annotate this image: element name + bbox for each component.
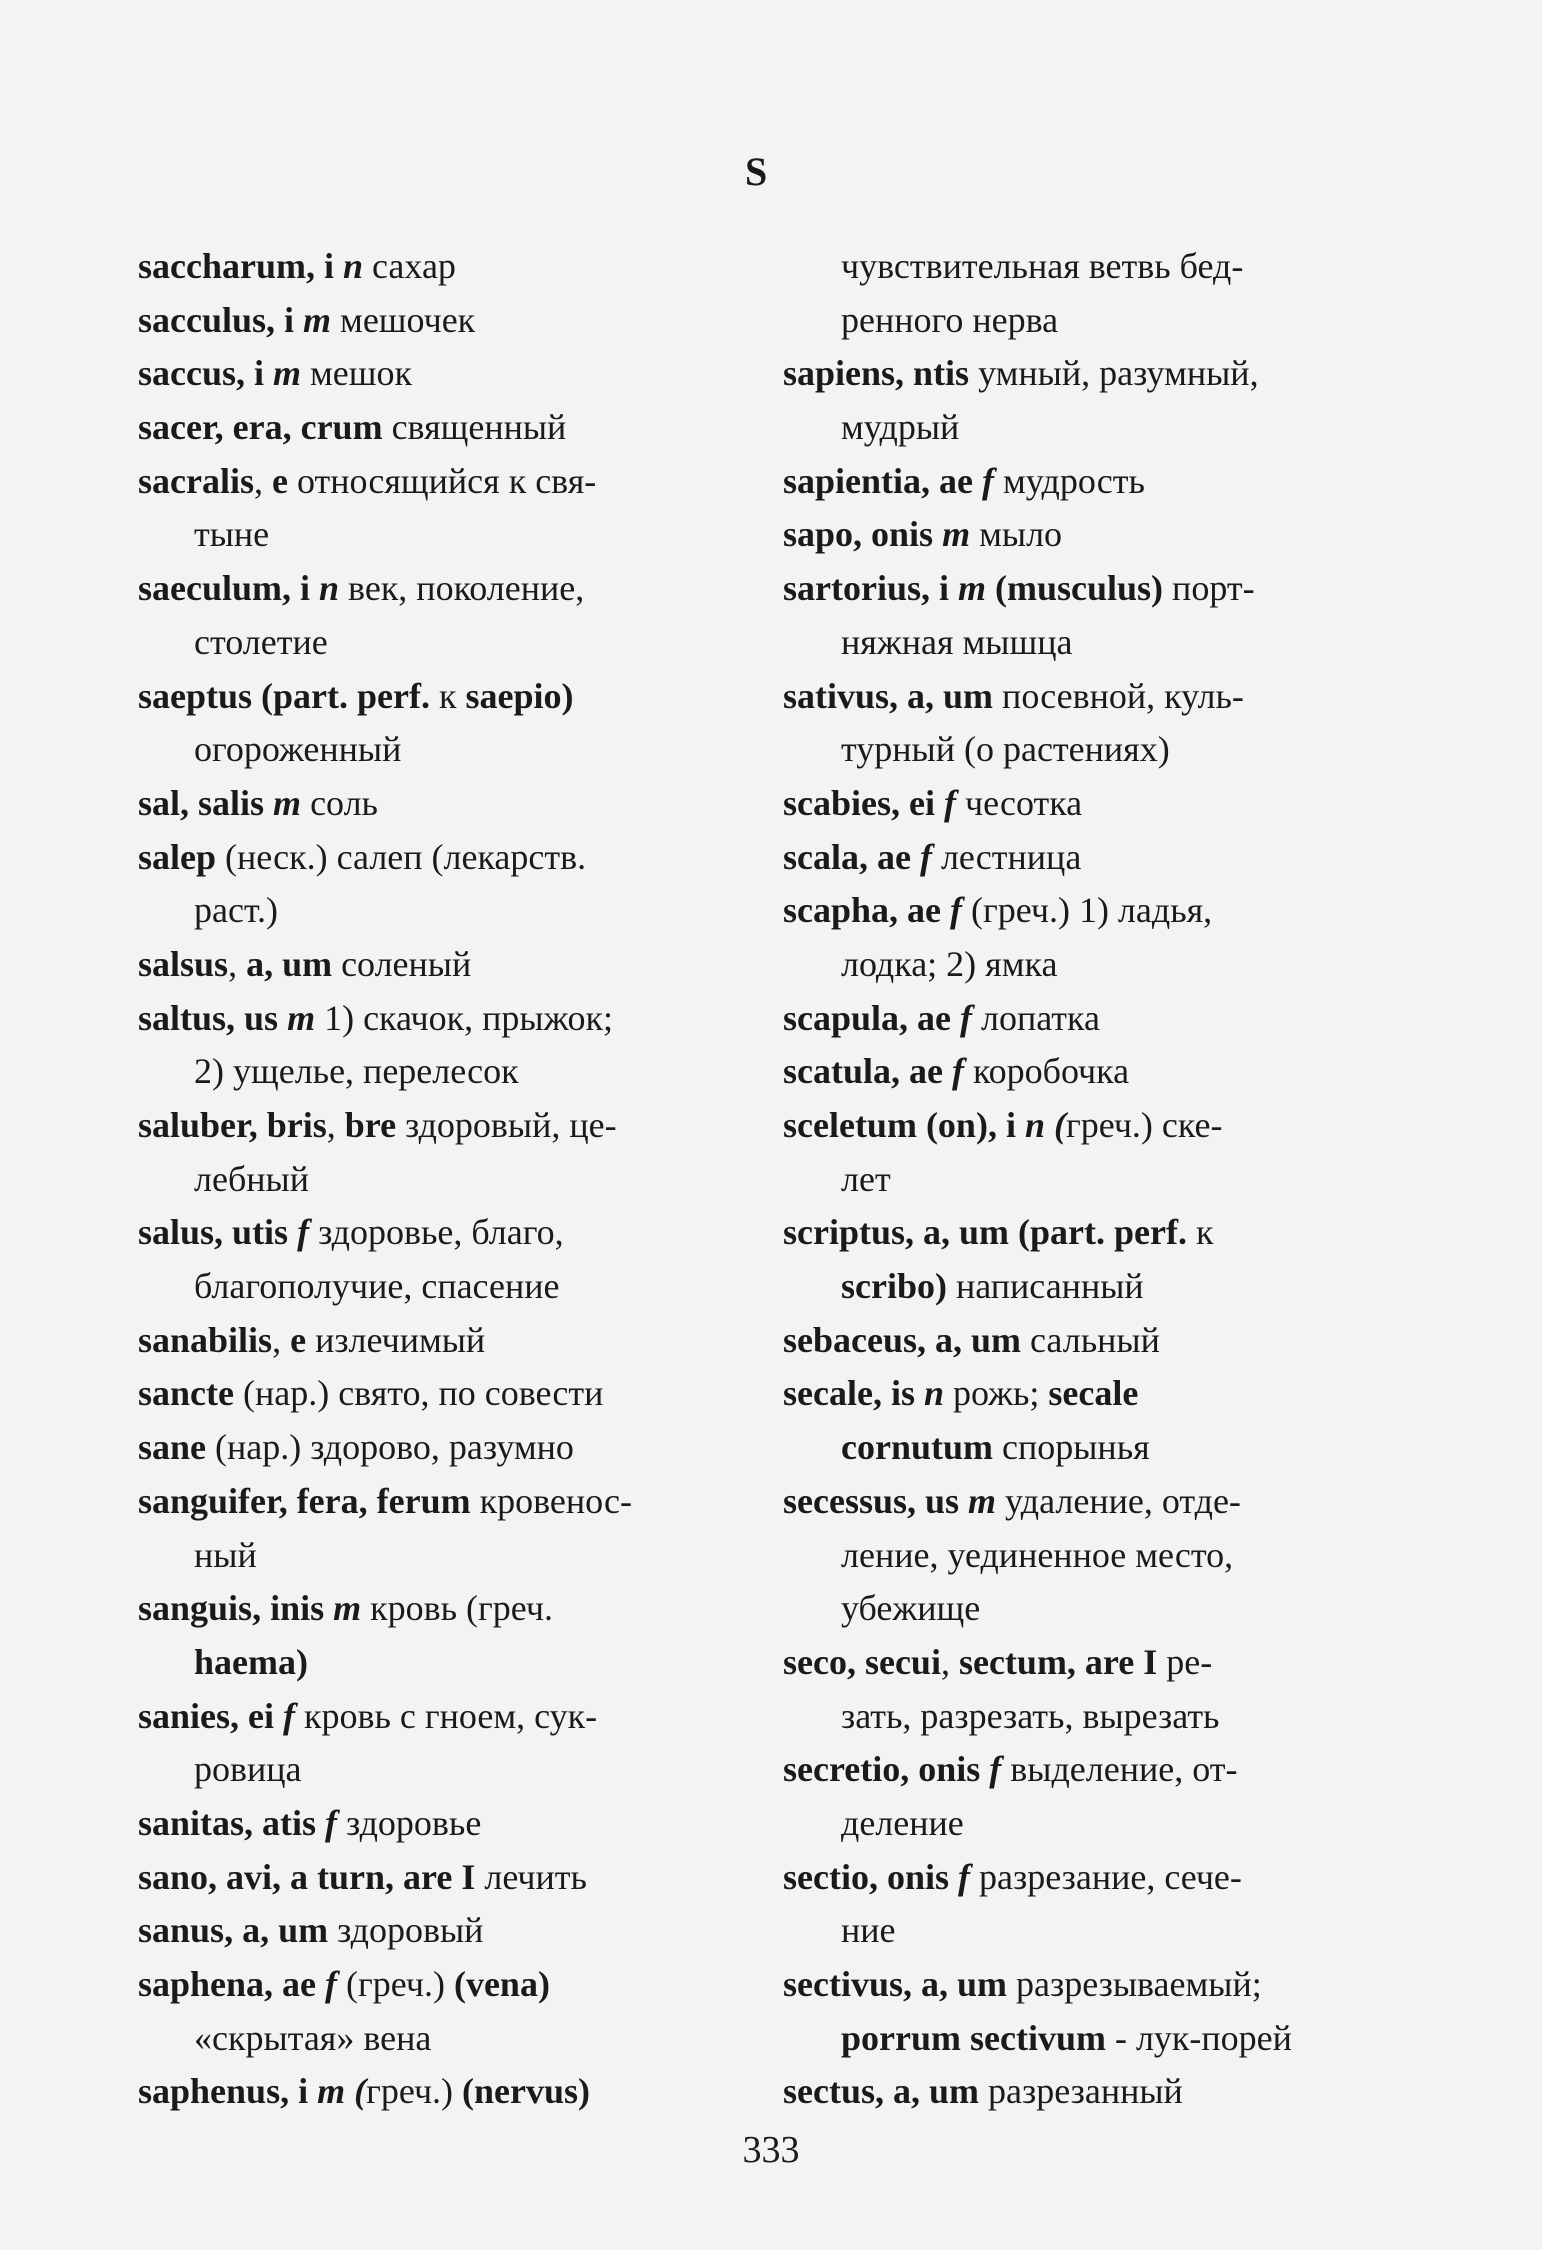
- dictionary-line: «скрытая» вена: [194, 2017, 432, 2058]
- dictionary-line: porrum sectivum - лук-порей: [841, 2017, 1292, 2058]
- dictionary-line: sanabilis, e излечимый: [138, 1319, 486, 1360]
- dictionary-line: sceletum (on), i n (греч.) ске-: [783, 1105, 1223, 1145]
- dictionary-line: sacer, era, crum священный: [138, 407, 567, 448]
- dictionary-line: secale, is n рожь; secale: [783, 1373, 1139, 1414]
- dictionary-line: scala, ae f лестница: [783, 836, 1082, 877]
- right-column: [783, 240, 1383, 2119]
- dictionary-line: раст.): [194, 890, 278, 931]
- dictionary-line: scabies, ei f чесотка: [783, 782, 1083, 823]
- dictionary-line: 2) ущелье, перелесок: [194, 1051, 519, 1092]
- dictionary-line: saluber, bris, bre здоровый, це-: [138, 1105, 617, 1145]
- dictionary-line: scatula, ae f коробочка: [783, 1051, 1130, 1092]
- dictionary-line: лодка; 2) ямка: [841, 943, 1058, 984]
- dictionary-line: scapula, ae f лопатка: [783, 997, 1100, 1038]
- left-column: [138, 240, 728, 2119]
- dictionary-line: saeculum, i n век, поколение,: [138, 568, 585, 609]
- dictionary-line: лебный: [194, 1158, 309, 1199]
- dictionary-line: ный: [194, 1534, 257, 1575]
- dictionary-line: sartorius, i m (musculus) порт-: [783, 568, 1255, 609]
- dictionary-line: огороженный: [194, 729, 402, 770]
- dictionary-line: cornutum спорынья: [841, 1427, 1150, 1468]
- dictionary-line: столетие: [194, 621, 328, 662]
- page-number: 333: [742, 2129, 800, 2171]
- dictionary-line: sane (нар.) здорово, разумно: [138, 1427, 574, 1468]
- dictionary-line: чувствительная ветвь бед-: [841, 246, 1244, 286]
- dictionary-line: убежище: [841, 1588, 981, 1629]
- dictionary-line: лет: [841, 1158, 891, 1199]
- dictionary-line: деление: [841, 1802, 964, 1843]
- dictionary-line: saltus, us m 1) скачок, прыжок;: [138, 997, 614, 1038]
- dictionary-line: благополучие, спасение: [194, 1266, 560, 1307]
- dictionary-line: saccharum, i n сахар: [138, 246, 456, 286]
- dictionary-line: sapiens, ntis умный, разумный,: [783, 353, 1259, 394]
- dictionary-line: salsus, a, um соленый: [138, 943, 472, 984]
- dictionary-line: sectivus, a, um разрезываемый;: [783, 1964, 1262, 2004]
- dictionary-line: sectio, onis f разрезание, сече-: [783, 1856, 1242, 1897]
- dictionary-line: sal, salis m соль: [138, 782, 378, 823]
- dictionary-line: scapha, ae f (греч.) 1) ладья,: [783, 890, 1213, 931]
- dictionary-line: saeptus (part. perf. к saepio): [138, 675, 574, 716]
- bleed-through: [560, 190, 569, 228]
- dictionary-line: seco, secui, sectum, are I ре-: [783, 1641, 1213, 1682]
- dictionary-line: ление, уединенное место,: [841, 1534, 1234, 1575]
- dictionary-line: sebaceus, a, um сальный: [783, 1319, 1160, 1360]
- section-letter: S: [745, 149, 768, 194]
- dictionary-line: sacculus, i m мешочек: [138, 299, 476, 340]
- dictionary-line: sanguifer, fera, ferum кровенос-: [138, 1480, 632, 1521]
- dictionary-line: sacralis, e относящийся к свя-: [138, 460, 597, 501]
- dictionary-line: sectus, a, um разрезанный: [783, 2071, 1183, 2112]
- dictionary-line: ровица: [194, 1749, 302, 1790]
- dictionary-line: sapientia, ae f мудрость: [783, 460, 1145, 501]
- dictionary-line: sativus, a, um посевной, куль-: [783, 675, 1244, 716]
- dictionary-line: scriptus, a, um (part. perf. к: [783, 1212, 1214, 1253]
- dictionary-line: saphenus, i m (греч.) (nervus): [138, 2071, 591, 2112]
- dictionary-line: sanitas, atis f здоровье: [138, 1802, 482, 1843]
- dictionary-line: sanguis, inis m кровь (греч.: [138, 1588, 553, 1629]
- dictionary-line: зать, разрезать, вырезать: [841, 1695, 1220, 1736]
- dictionary-line: турный (о растениях): [841, 729, 1170, 770]
- dictionary-line: salep (неск.) салеп (лекарств.: [138, 836, 587, 877]
- dictionary-line: sano, avi, a turn, are I лечить: [138, 1856, 587, 1897]
- dictionary-line: secretio, onis f выделение, от-: [783, 1749, 1238, 1790]
- dictionary-line: няжная мышца: [841, 621, 1073, 662]
- dictionary-line: scribo) написанный: [841, 1266, 1144, 1307]
- dictionary-line: ние: [841, 1910, 896, 1951]
- dictionary-line: тыне: [194, 514, 270, 555]
- dictionary-line: salus, utis f здоровье, благо,: [138, 1212, 564, 1253]
- dictionary-line: мудрый: [841, 407, 960, 448]
- dictionary-line: saphena, ae f (греч.) (vena): [138, 1964, 550, 2004]
- dictionary-line: sancte (нар.) свято, по совести: [138, 1373, 604, 1414]
- dictionary-line: sanus, a, um здоровый: [138, 1910, 484, 1951]
- dictionary-line: haema): [194, 1641, 308, 1682]
- dictionary-line: sapo, onis m мыло: [783, 514, 1063, 555]
- dictionary-line: secessus, us m удаление, отде-: [783, 1480, 1241, 1521]
- dictionary-line: sanies, ei f кровь с гноем, сук-: [138, 1695, 598, 1736]
- dictionary-line: saccus, i m мешок: [138, 353, 412, 394]
- dictionary-line: ренного нерва: [841, 299, 1059, 340]
